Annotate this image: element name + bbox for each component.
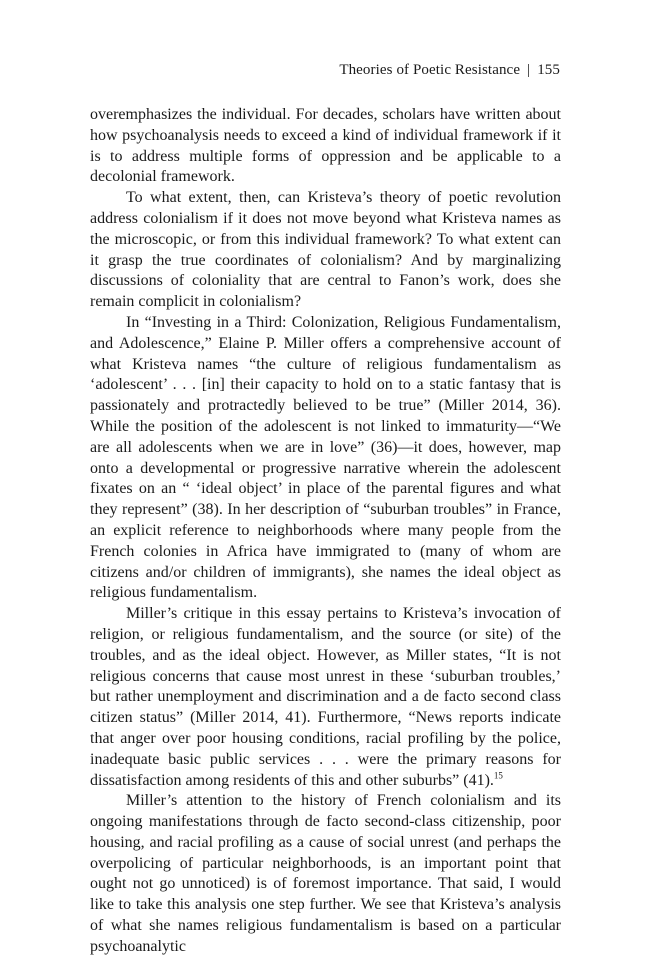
paragraph-4-text: Miller’s critique in this essay pertains to Kristeva’s invocation of religion, or religious fundamentalism, and the source (or site) of the troubles, and as the ideal object. However, as Miller states, “It is not religious concerns that cause most unrest in these ‘suburban troubles,’ but rather unemployment and discrimination and a de facto second class citizen status” (Miller 2014, 41). Furthermore, “News reports indicate that anger over poor housing conditions, racial profiling by the police, inadequate basic public services . . . were the primary reasons for dissatisfaction among residents of this and other suburbs” (41). — [90, 605, 561, 789]
paragraph-3: In “Investing in a Third: Colonization, Religious Fundamentalism, and Adolescence,” Elaine P. Miller offers a comprehensive account of what Kristeva names “the culture of religious fundamentalism as ‘adolescent’ . . . [in] their capacity to hold on to a static fantasy that is passionately and protractedly believed to be true” (Miller 2014, 36). While the position of the adolescent is not linked to immaturity—“We are all adolescents when we are in love” (36)—it does, however, map onto a developmental or progressive narrative wherein the adolescent fixates on an “ ‘ideal object’ in place of the parental figures and what they represent” (38). In her description of “suburban troubles” in France, an explicit reference to neighborhoods where many people from the French colonies in Africa have immigrated to (many of whom are citizens and/or children of immigrants), she names the ideal object as religious fundamentalism. — [90, 313, 561, 602]
paragraph-2: To what extent, then, can Kristeva’s theory of poetic revolution address colonialism if it does not move beyond what Kristeva names as the microscopic, or from this individual framework? To what extent can it grasp the true coordinates of colonialism? And by marginalizing discussions of coloniality that are central to Fanon’s work, does she remain complicit in colonialism? — [90, 189, 561, 311]
running-header — [339, 62, 560, 79]
body-text — [90, 105, 561, 958]
paragraph-4 — [90, 604, 561, 791]
running-title: Theories of Poetic Resistance — [339, 62, 521, 78]
paragraph-1: overemphasizes the individual. For decades, scholars have written about how psychoanalysis needs to exceed a kind of individual framework if it is to address multiple forms of oppression and be applicable to a decolonial framework. — [90, 106, 561, 186]
footnote-marker[interactable]: 15 — [493, 770, 503, 781]
page-number: 155 — [537, 62, 560, 78]
header-separator: | — [527, 62, 531, 78]
paragraph-5: Miller’s attention to the history of French colonialism and its ongoing manifestations through de facto second-class citizenship, poor housing, and racial profiling as a cause of social unrest (and perhaps the overpolicing of particular neighborhoods, is an important point that ought not go unnoticed) is of foremost importance. That said, I would like to take this analysis one step further. We see that Kristeva’s analysis of what she names religious fundamentalism is based on a particular psychoanalytic — [90, 792, 561, 955]
